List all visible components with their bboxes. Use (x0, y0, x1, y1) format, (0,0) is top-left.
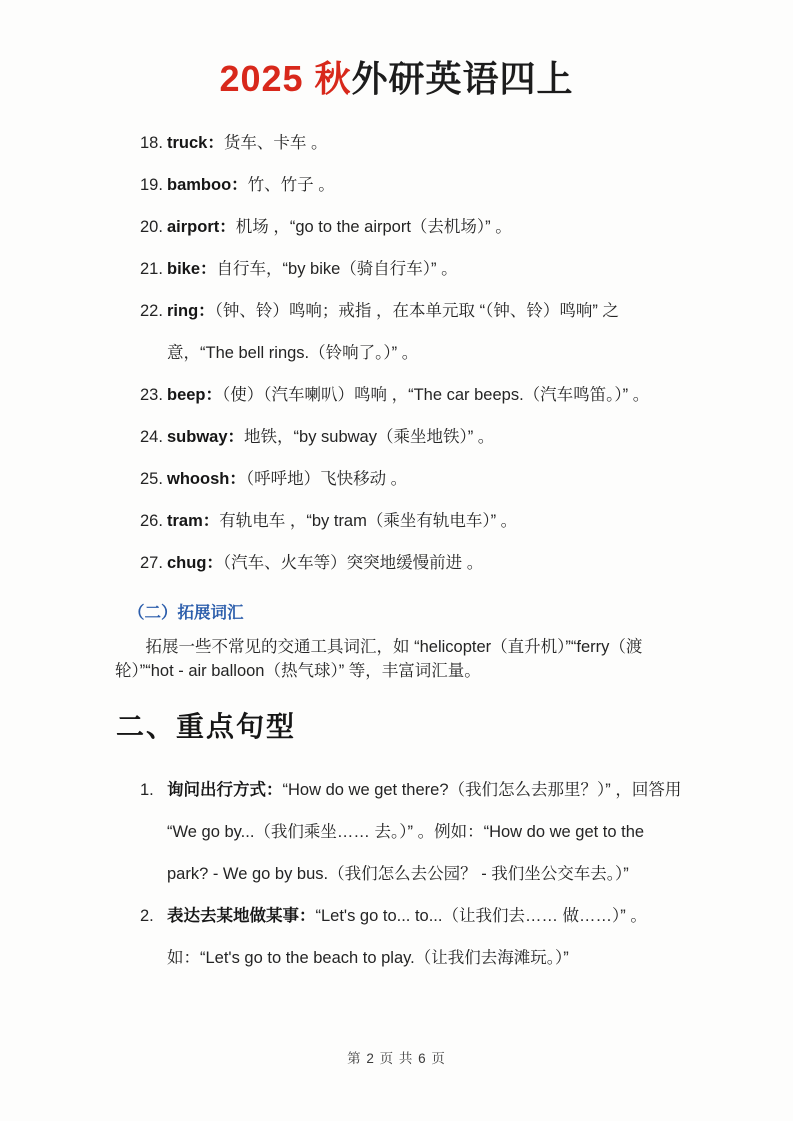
vocab-definition: （使）（汽车喇叭）鸣响 ，“The car beeps.（汽车鸣笛。）” 。 (222, 386, 650, 404)
item-number: 1. (140, 781, 154, 799)
page-title (0, 56, 793, 102)
vocab-term: truck： (167, 134, 224, 152)
item-number: 19. (140, 176, 163, 194)
title-course-name: 外研英语四上 (351, 58, 574, 99)
item-number: 21. (140, 260, 163, 278)
item-number: 2. (140, 907, 154, 925)
item-number: 26. (140, 512, 163, 530)
subsection-heading-expand-vocab: （二）拓展词汇 (128, 604, 244, 622)
sentence-label: 询问出行方式： (167, 781, 283, 799)
title-year-season: 2025 秋 (219, 58, 352, 99)
vocab-term: ring： (167, 302, 215, 320)
vocab-item (140, 500, 685, 542)
vocab-term: airport： (167, 218, 236, 236)
vocab-term: bike： (167, 260, 217, 278)
vocab-term: bamboo： (167, 176, 248, 194)
item-number: 25. (140, 470, 163, 488)
vocab-item (140, 164, 685, 206)
item-number: 23. (140, 386, 163, 404)
vocab-item (140, 290, 685, 374)
page-number: 第 2 页 共 6 页 (347, 1051, 446, 1066)
vocab-term: subway： (167, 428, 245, 446)
vocab-definition: （呼呼地）飞快移动 。 (245, 470, 408, 488)
vocab-item (140, 374, 685, 416)
vocab-definition: 竹、竹子 。 (247, 176, 335, 194)
sentence-label: 表达去某地做某事： (167, 907, 316, 925)
item-number: 20. (140, 218, 163, 236)
vocab-definition: 机场 ，“go to the airport（去机场）” 。 (235, 218, 512, 236)
vocab-term: tram： (167, 512, 220, 530)
vocab-item (140, 542, 685, 584)
vocab-definition: 自行车，“by bike（骑自行车）” 。 (216, 260, 458, 278)
vocab-item (140, 416, 685, 458)
vocab-term: whoosh： (167, 470, 246, 488)
sentence-item (140, 895, 685, 979)
item-number: 27. (140, 554, 163, 572)
section-heading-key-sentences: 二、重点句型 (116, 711, 297, 742)
vocab-definition: 货车、卡车 。 (223, 134, 328, 152)
vocab-term: beep： (167, 386, 223, 404)
vocab-definition: （汽车、火车等）突突地缓慢前进 。 (222, 554, 484, 572)
expand-vocab-paragraph: 拓展一些不常见的交通工具词汇，如 “helicopter（直升机）”“ferry（渡轮）”“hot - air balloon（热气球）” 等，丰富词汇量。 (115, 638, 643, 680)
sentence-pattern-list (140, 769, 685, 979)
item-number: 24. (140, 428, 163, 446)
vocab-definition: 地铁，“by subway（乘坐地铁）” 。 (244, 428, 495, 446)
vocab-term: chug： (167, 554, 223, 572)
vocab-item (140, 248, 685, 290)
item-number: 22. (140, 302, 163, 320)
vocab-list (140, 122, 685, 584)
sentence-text: “How do we get there?（我们怎么去那里？）” ，回答用 “We go by...（我们乘坐…… 去。）” 。例如：“How do we get to the park? - We go by bus.（我们怎么去公园？ - 我们坐公交车去。）” (167, 781, 682, 883)
vocab-definition: （钟、铃）鸣响；戒指 ，在本单元取 “（钟、铃）鸣响” 之意，“The bell rings.（铃响了。）” 。 (167, 302, 619, 362)
vocab-item (140, 206, 685, 248)
sentence-item (140, 769, 685, 895)
item-number: 18. (140, 134, 163, 152)
vocab-item (140, 122, 685, 164)
vocab-definition: 有轨电车 ，“by tram（乘坐有轨电车）” 。 (219, 512, 518, 530)
sentence-text: “Let's go to... to...（让我们去…… 做……）” 。如：“Let's go to the beach to play.（让我们去海滩玩。）” (167, 907, 647, 967)
vocab-item (140, 458, 685, 500)
